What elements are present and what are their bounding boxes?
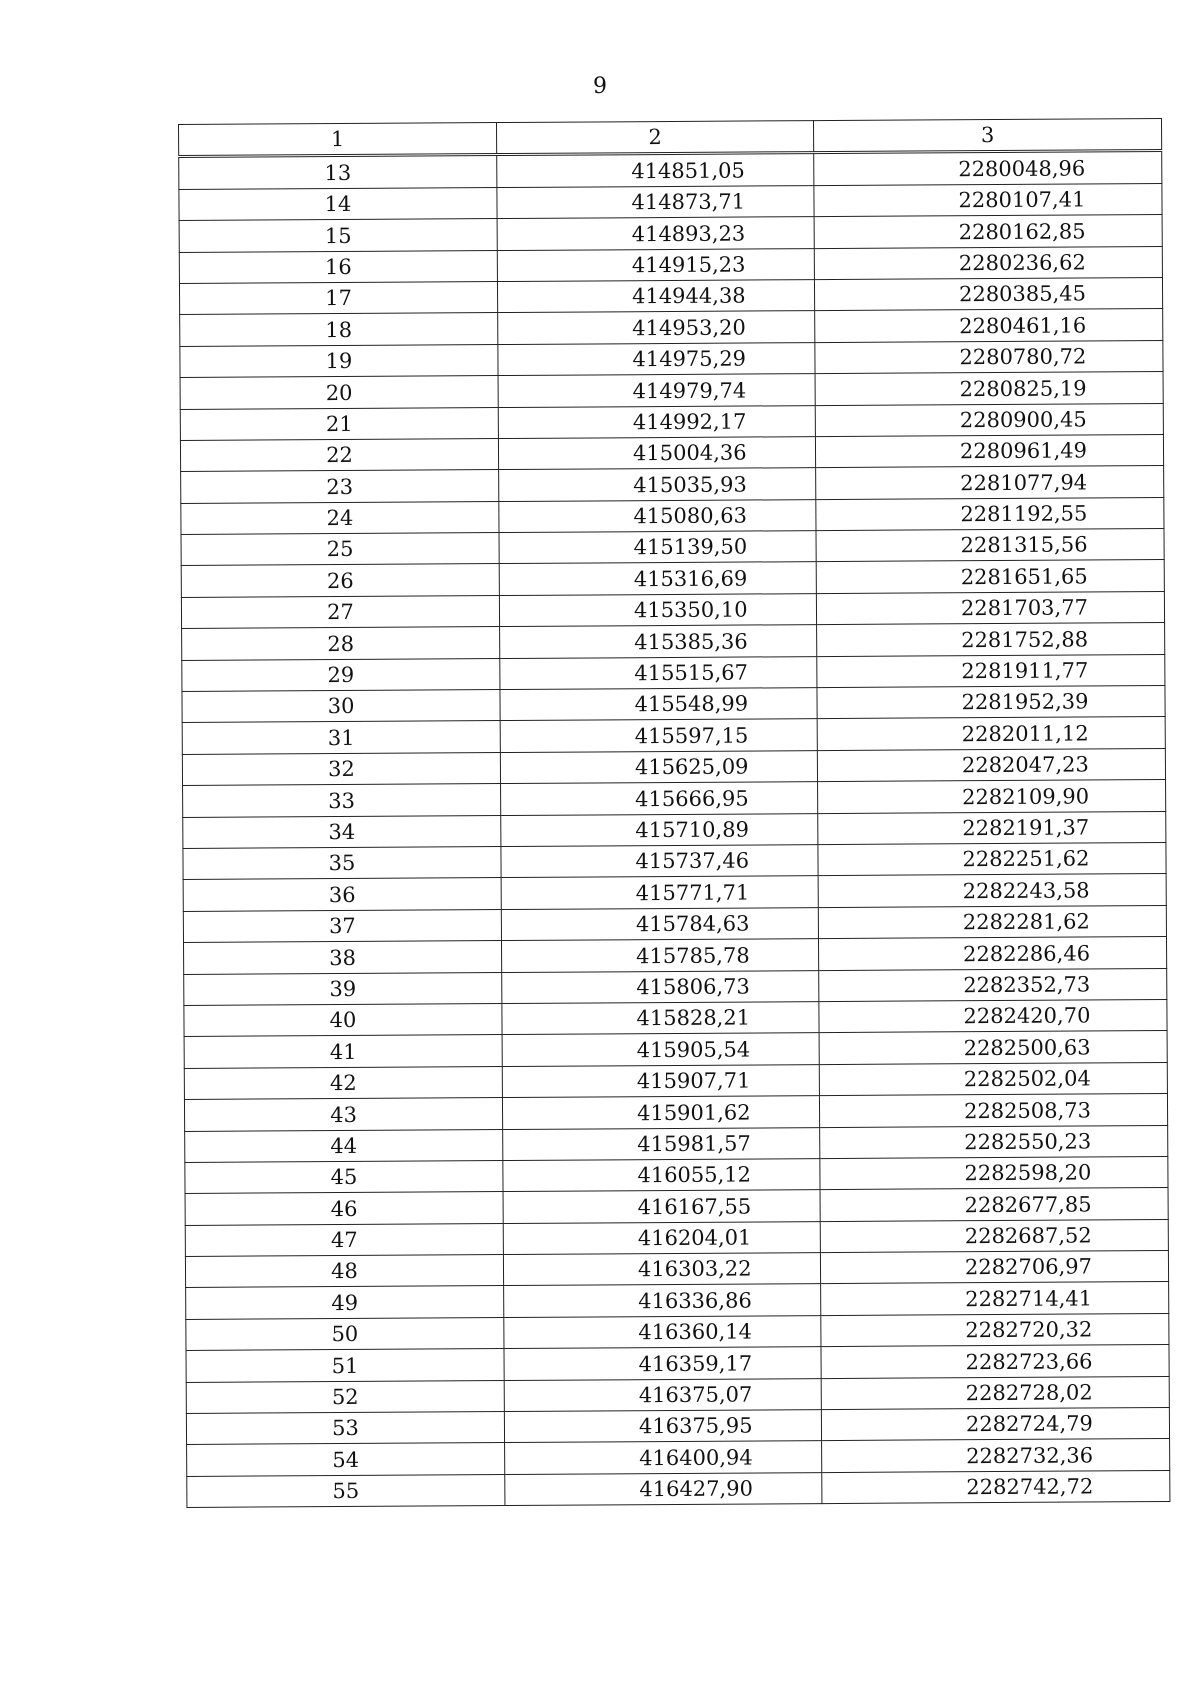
point-number-cell: 24 — [181, 501, 499, 534]
coordinate-x-cell: 416400,94 — [505, 1441, 822, 1474]
coordinate-y-cell: 2282742,72 — [822, 1470, 1170, 1504]
point-number-cell: 41 — [184, 1035, 502, 1068]
point-number-cell: 46 — [185, 1192, 503, 1225]
table-row — [185, 1156, 1168, 1193]
table-row — [183, 842, 1166, 879]
coordinate-y-cell: 2282706,97 — [820, 1251, 1168, 1285]
table-row — [181, 497, 1164, 534]
table-row — [179, 246, 1162, 283]
point-number-cell: 18 — [180, 313, 498, 346]
coordinate-x-cell: 415597,15 — [500, 719, 817, 752]
table-row — [181, 591, 1164, 628]
coordinate-y-cell: 2280900,45 — [815, 403, 1163, 437]
table-row — [182, 686, 1165, 723]
table-row — [187, 1470, 1170, 1507]
coordinate-y-cell: 2280780,72 — [815, 340, 1163, 374]
table-row — [186, 1376, 1169, 1413]
point-number-cell: 13 — [179, 155, 497, 189]
coordinate-x-cell: 414979,74 — [498, 374, 815, 407]
point-number-cell: 22 — [180, 438, 498, 471]
coordinate-x-cell: 415035,93 — [499, 468, 816, 501]
table-row — [182, 717, 1165, 754]
point-number-cell: 23 — [181, 470, 499, 503]
table-row — [182, 623, 1165, 660]
coordinate-x-cell: 415004,36 — [498, 437, 815, 470]
coordinate-y-cell: 2280107,41 — [814, 183, 1162, 217]
coordinate-x-cell: 416303,22 — [503, 1253, 820, 1286]
coordinate-x-cell: 415806,73 — [502, 970, 819, 1003]
point-number-cell: 39 — [184, 972, 502, 1005]
table-row — [180, 340, 1163, 377]
table-row — [180, 309, 1163, 346]
point-number-cell: 21 — [180, 407, 498, 440]
coordinate-x-cell: 414851,05 — [497, 153, 814, 187]
table-row — [184, 1062, 1167, 1099]
table-row — [184, 1031, 1167, 1068]
table-row — [181, 560, 1164, 597]
coordinate-x-cell: 415385,36 — [500, 625, 817, 658]
coordinate-x-cell: 415771,71 — [501, 876, 818, 909]
coordinate-x-cell: 415316,69 — [499, 562, 816, 595]
coordinate-y-cell: 2282508,73 — [819, 1094, 1167, 1128]
table-row — [184, 999, 1167, 1036]
point-number-cell: 35 — [183, 847, 501, 880]
point-number-cell: 44 — [185, 1129, 503, 1162]
coordinate-x-cell: 416427,90 — [505, 1472, 822, 1505]
point-number-cell: 55 — [187, 1474, 505, 1507]
coordinate-x-cell: 415907,71 — [502, 1064, 819, 1097]
point-number-cell: 29 — [182, 658, 500, 691]
header-column-2: 2 — [496, 121, 813, 155]
table-row — [180, 372, 1163, 409]
point-number-cell: 30 — [182, 690, 500, 723]
table-row — [186, 1282, 1169, 1319]
table-row — [183, 811, 1166, 848]
table-row — [184, 968, 1167, 1005]
table-row — [183, 874, 1166, 911]
coordinate-x-cell: 416359,17 — [504, 1347, 821, 1380]
table-row — [182, 654, 1165, 691]
point-number-cell: 14 — [179, 187, 497, 220]
point-number-cell: 26 — [181, 564, 499, 597]
coordinate-y-cell: 2281752,88 — [817, 623, 1165, 657]
coordinate-y-cell: 2280825,19 — [815, 372, 1163, 406]
coordinate-x-cell: 415785,78 — [501, 939, 818, 972]
coordinate-y-cell: 2282714,41 — [821, 1282, 1169, 1316]
coordinate-x-cell: 415548,99 — [500, 688, 817, 721]
coordinate-x-cell: 416055,12 — [503, 1158, 820, 1191]
coordinate-y-cell: 2282243,58 — [818, 874, 1166, 908]
table-body — [179, 151, 1170, 1508]
point-number-cell: 42 — [184, 1066, 502, 1099]
coordinate-x-cell: 414873,71 — [497, 185, 814, 218]
coordinate-y-cell: 2282286,46 — [818, 937, 1166, 971]
coordinate-y-cell: 2282728,02 — [821, 1376, 1169, 1410]
coordinate-x-cell: 416375,07 — [504, 1378, 821, 1411]
coordinate-y-cell: 2281703,77 — [816, 591, 1164, 625]
point-number-cell: 20 — [180, 376, 498, 409]
point-number-cell: 47 — [185, 1223, 503, 1256]
coordinate-x-cell: 416167,55 — [503, 1190, 820, 1223]
coordinate-y-cell: 2282720,32 — [821, 1313, 1169, 1347]
point-number-cell: 28 — [182, 627, 500, 660]
coordinate-y-cell: 2282191,37 — [818, 811, 1166, 845]
coordinate-y-cell: 2282550,23 — [820, 1125, 1168, 1159]
table-row — [179, 277, 1162, 314]
coordinate-y-cell: 2280961,49 — [815, 434, 1163, 468]
coordinate-x-cell: 415901,62 — [502, 1096, 819, 1129]
coordinate-y-cell: 2282281,62 — [818, 905, 1166, 939]
coordinate-x-cell: 416336,86 — [504, 1284, 821, 1317]
coordinate-x-cell: 415139,50 — [499, 531, 816, 564]
point-number-cell: 15 — [179, 219, 497, 252]
point-number-cell: 40 — [184, 1003, 502, 1036]
coordinate-y-cell: 2282724,79 — [821, 1407, 1169, 1441]
table-row — [185, 1188, 1168, 1225]
point-number-cell: 16 — [179, 250, 497, 283]
coordinate-x-cell: 415710,89 — [501, 813, 818, 846]
coordinate-x-cell: 415981,57 — [503, 1127, 820, 1160]
coordinate-x-cell: 415905,54 — [502, 1033, 819, 1066]
coordinate-y-cell: 2282732,36 — [822, 1439, 1170, 1473]
coordinate-x-cell: 415666,95 — [501, 782, 818, 815]
coordinates-table — [178, 118, 1170, 1508]
point-number-cell: 17 — [179, 282, 497, 315]
coordinate-x-cell: 414893,23 — [497, 217, 814, 250]
point-number-cell: 52 — [186, 1380, 504, 1413]
point-number-cell: 32 — [182, 752, 500, 785]
coordinate-y-cell: 2282687,52 — [820, 1219, 1168, 1253]
coordinate-y-cell: 2282352,73 — [819, 968, 1167, 1002]
coordinate-x-cell: 415625,09 — [500, 750, 817, 783]
coordinate-y-cell: 2282723,66 — [821, 1345, 1169, 1379]
table-row — [181, 466, 1164, 503]
coordinate-y-cell: 2282420,70 — [819, 999, 1167, 1033]
table-row — [184, 1094, 1167, 1131]
table-row — [186, 1345, 1169, 1382]
coordinate-y-cell: 2281315,56 — [816, 529, 1164, 563]
table-row — [179, 215, 1162, 252]
coordinate-x-cell: 416204,01 — [503, 1221, 820, 1254]
point-number-cell: 53 — [186, 1412, 504, 1445]
coordinate-y-cell: 2281911,77 — [817, 654, 1165, 688]
coordinate-x-cell: 414953,20 — [498, 311, 815, 344]
table-row — [179, 183, 1162, 220]
coordinate-y-cell: 2282502,04 — [819, 1062, 1167, 1096]
table-row — [186, 1313, 1169, 1350]
point-number-cell: 38 — [184, 941, 502, 974]
point-number-cell: 33 — [183, 784, 501, 817]
coordinate-y-cell: 2280385,45 — [814, 277, 1162, 311]
point-number-cell: 36 — [183, 878, 501, 911]
coordinate-y-cell: 2282598,20 — [820, 1156, 1168, 1190]
point-number-cell: 37 — [183, 909, 501, 942]
coordinate-x-cell: 415784,63 — [501, 907, 818, 940]
coordinate-y-cell: 2280236,62 — [814, 246, 1162, 280]
table-row — [187, 1439, 1170, 1476]
point-number-cell: 48 — [185, 1255, 503, 1288]
coordinate-y-cell: 2280048,96 — [814, 151, 1162, 186]
coordinate-x-cell: 415350,10 — [499, 593, 816, 626]
table-row — [185, 1219, 1168, 1256]
coordinate-y-cell: 2282011,12 — [817, 717, 1165, 751]
table-row — [179, 151, 1162, 189]
point-number-cell: 54 — [187, 1443, 505, 1476]
coordinate-x-cell: 414975,29 — [498, 342, 815, 375]
coordinate-x-cell: 416375,95 — [504, 1410, 821, 1443]
point-number-cell: 43 — [184, 1098, 502, 1131]
point-number-cell: 31 — [182, 721, 500, 754]
coordinate-y-cell: 2281077,94 — [816, 466, 1164, 500]
coordinate-x-cell: 414944,38 — [497, 280, 814, 313]
table-row — [185, 1251, 1168, 1288]
point-number-cell: 51 — [186, 1349, 504, 1382]
coordinate-y-cell: 2282677,85 — [820, 1188, 1168, 1222]
point-number-cell: 45 — [185, 1160, 503, 1193]
coordinate-x-cell: 414915,23 — [497, 248, 814, 281]
table-row — [183, 780, 1166, 817]
coordinate-y-cell: 2281192,55 — [816, 497, 1164, 531]
coordinate-y-cell: 2282109,90 — [818, 780, 1166, 814]
table-row — [180, 434, 1163, 471]
coordinate-y-cell: 2281952,39 — [817, 686, 1165, 720]
table-row — [182, 748, 1165, 785]
coordinate-y-cell: 2282251,62 — [818, 842, 1166, 876]
table-row — [183, 905, 1166, 942]
coordinate-y-cell: 2281651,65 — [816, 560, 1164, 594]
point-number-cell: 34 — [183, 815, 501, 848]
header-column-1: 1 — [179, 123, 497, 157]
table-row — [186, 1407, 1169, 1444]
point-number-cell: 50 — [186, 1317, 504, 1350]
table-row — [181, 529, 1164, 566]
table-row — [184, 937, 1167, 974]
coordinate-x-cell: 415080,63 — [499, 499, 816, 532]
coordinate-y-cell: 2280461,16 — [815, 309, 1163, 343]
coordinate-x-cell: 415515,67 — [500, 656, 817, 689]
point-number-cell: 19 — [180, 344, 498, 377]
page-number: 9 — [593, 74, 607, 99]
coordinate-x-cell: 416360,14 — [504, 1315, 821, 1348]
coordinate-y-cell: 2280162,85 — [814, 215, 1162, 249]
table-row — [180, 403, 1163, 440]
coordinate-y-cell: 2282047,23 — [817, 748, 1165, 782]
coordinate-y-cell: 2282500,63 — [819, 1031, 1167, 1065]
coordinate-x-cell: 415828,21 — [502, 1002, 819, 1035]
coordinate-x-cell: 414992,17 — [498, 405, 815, 438]
coordinate-x-cell: 415737,46 — [501, 845, 818, 878]
point-number-cell: 27 — [181, 595, 499, 628]
point-number-cell: 49 — [186, 1286, 504, 1319]
header-column-3: 3 — [813, 118, 1161, 153]
point-number-cell: 25 — [181, 533, 499, 566]
table-row — [185, 1125, 1168, 1162]
